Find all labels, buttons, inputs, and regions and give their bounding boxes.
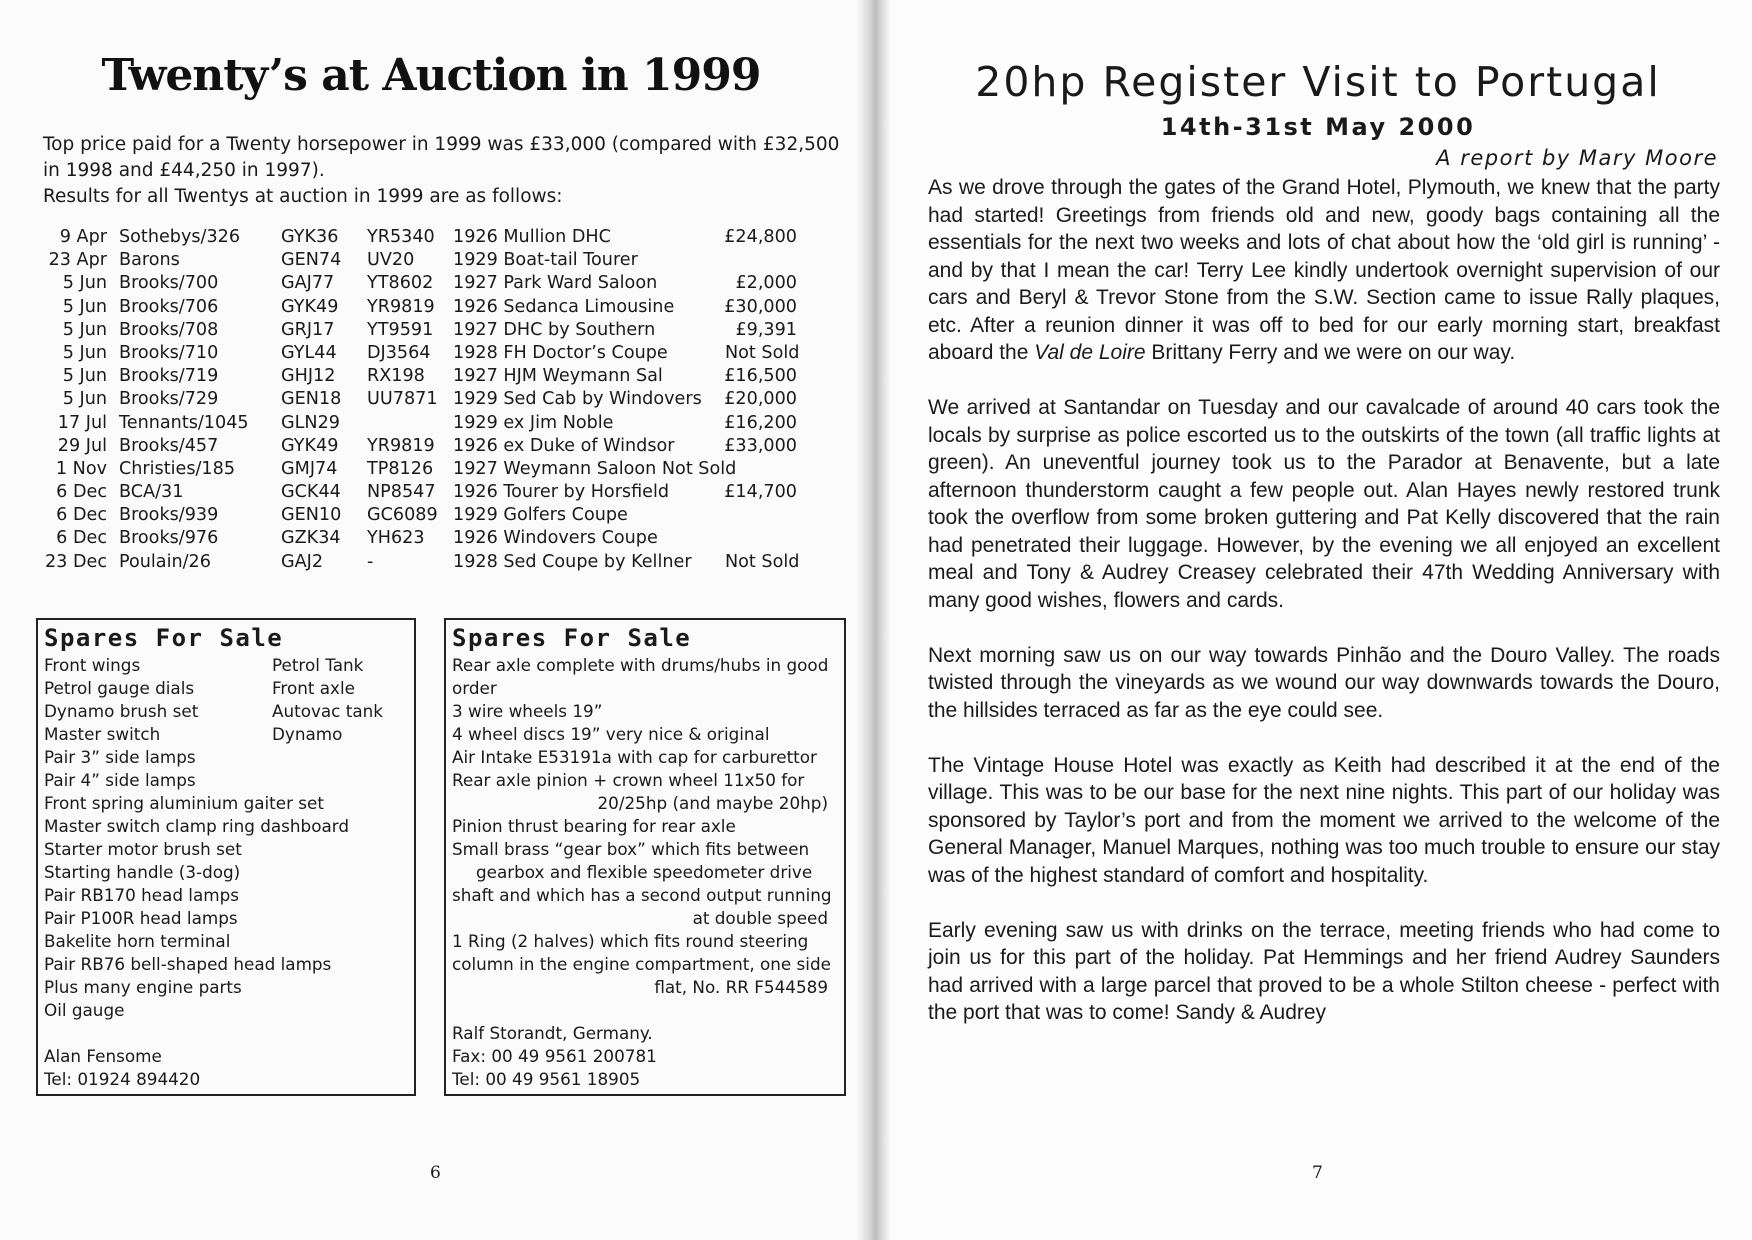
auction-date: 29 Jul — [57, 435, 107, 456]
chassis-number: YH623 — [367, 528, 425, 549]
auction-title: Twenty’s at Auction in 1999 — [101, 50, 761, 101]
car-description: 1927 Weymann Saloon Not Sold — [453, 458, 737, 479]
auction-house-lot: Brooks/457 — [119, 435, 219, 456]
auction-intro — [43, 132, 843, 210]
paragraph-text: As we drove through the gates of the Grand Hotel, Plymouth, we knew that the party had started! Greetings from friends old and new, goody bags containing all the essentials for the next two weeks and lots of chat about how the ‘old girl is running’ - and by that I mean the car! Terry Lee kindly undertook overnight supervision of our cars and Beryl & Trevor Stone from the S.W. Section came to issue Rally plaques, etc. After a reunion dinner it was off to bed for our early morning start, breakfast aboard the — [928, 176, 1720, 364]
registration: GZK34 — [281, 528, 341, 549]
spares-item: Starting handle (3-dog) — [44, 862, 241, 882]
spares-item: shaft and which has a second output running — [452, 885, 832, 905]
article-byline: A report by Mary Moore — [1436, 146, 1718, 170]
chassis-number: UV20 — [367, 250, 415, 271]
contact-fax: Fax: 00 49 9561 200781 — [452, 1046, 657, 1066]
spares-box-storandt — [444, 618, 846, 1096]
spares-item: Pair 4” side lamps — [44, 770, 196, 790]
spares-item: Small brass “gear box” which fits between — [452, 839, 810, 859]
auction-row — [43, 458, 843, 481]
car-description: 1926 Windovers Coupe — [453, 528, 658, 549]
car-description: 1926 ex Duke of Windsor — [453, 435, 675, 456]
spares-item: Bakelite horn terminal — [44, 931, 231, 951]
auction-results-table — [43, 226, 843, 574]
spares-item: Rear axle complete with drums/hubs in good — [452, 655, 829, 675]
spares-item: Pinion thrust bearing for rear axle — [452, 816, 736, 836]
spares-item: 4 wheel discs 19” very nice & original — [452, 724, 770, 744]
car-description: 1929 Golfers Coupe — [453, 505, 628, 526]
spares-item: Oil gauge — [44, 1000, 125, 1020]
chassis-number: - — [367, 551, 374, 572]
spares-item: Autovac tank — [272, 701, 383, 721]
sale-price: £2,000 — [735, 273, 797, 294]
intro-line-2: Results for all Twentys at auction in 1999 are as follows: — [43, 186, 563, 207]
auction-house-lot: Christies/185 — [119, 458, 236, 479]
spares-item-list — [44, 746, 408, 1022]
article-title: 20hp Register Visit to Portugal — [975, 58, 1661, 106]
spares-item: Plus many engine parts — [44, 977, 242, 997]
registration: GLN29 — [281, 412, 340, 433]
registration: GEN10 — [281, 505, 342, 526]
chassis-number: TP8126 — [367, 458, 434, 479]
spares-item: Master switch clamp ring dashboard — [44, 816, 350, 836]
auction-row — [43, 296, 843, 319]
intro-line-1: Top price paid for a Twenty horsepower in 1999 was £33,000 (compared with £32,500 in 1998 and £44,250 in 1997). — [43, 134, 840, 181]
article-paragraph — [928, 174, 1720, 367]
car-description: 1929 Boat-tail Tourer — [453, 250, 638, 271]
car-description: 1929 Sed Cab by Windovers — [453, 389, 702, 410]
auction-house-lot: Barons — [119, 250, 180, 271]
car-description: 1928 FH Doctor’s Coupe — [453, 342, 668, 363]
spares-item: 1 Ring (2 halves) which fits round steering — [452, 931, 809, 951]
car-description: 1929 ex Jim Noble — [453, 412, 614, 433]
registration: GRJ17 — [281, 319, 335, 340]
auction-house-lot: Brooks/976 — [119, 528, 219, 549]
auction-house-lot: Brooks/708 — [119, 319, 219, 340]
auction-date: 23 Apr — [48, 250, 107, 271]
spares-item: Master switch — [44, 724, 161, 744]
registration: GEN74 — [281, 250, 342, 271]
spares-item: column in the engine compartment, one side — [452, 954, 831, 974]
auction-house-lot: Sothebys/326 — [119, 227, 241, 247]
registration: GEN18 — [281, 389, 342, 410]
registration: GCK44 — [281, 482, 341, 503]
spares-item: Petrol Tank — [272, 655, 364, 675]
chassis-number: GC6089 — [367, 505, 438, 526]
auction-house-lot: Brooks/710 — [119, 342, 219, 363]
auction-house-lot: BCA/31 — [119, 482, 184, 503]
chassis-number: YR9819 — [367, 296, 435, 317]
registration: GAJ2 — [281, 551, 324, 572]
auction-row — [43, 435, 843, 458]
auction-row — [43, 342, 843, 365]
spares-box-title: Spares For Sale — [44, 624, 284, 652]
spares-item: Pair RB76 bell-shaped head lamps — [44, 954, 332, 974]
spares-item: Dynamo brush set — [44, 701, 199, 721]
contact-name: Alan Fensome — [44, 1046, 162, 1066]
article-paragraph: The Vintage House Hotel was exactly as Keith had described it at the end of the village. This was to be our base for the next nine nights. This part of our holiday was sponsored by Taylor’s port and from the moment we arrived to the welcome of the General Manager, Manuel Marques, nothing was too much trouble to ensure our stay was of the highest standard of comfort and hospitality. — [928, 753, 1720, 887]
sale-price: £9,391 — [735, 319, 797, 340]
auction-date: 9 Apr — [59, 227, 107, 247]
registration: GAJ77 — [281, 273, 335, 294]
article-paragraph: Next morning saw us on our way towards Pinhão and the Douro Valley. The roads twisted through the vineyards as we wound our way downwards towards the Douro, the hillsides terraced as far as the eye could see. — [928, 643, 1720, 722]
auction-date: 23 Dec — [44, 551, 107, 572]
spares-box-fensome — [36, 618, 416, 1096]
sale-price: Not Sold — [725, 551, 800, 572]
registration: GHJ12 — [281, 366, 336, 387]
chassis-number: YR9819 — [367, 435, 435, 456]
auction-date: 5 Jun — [62, 319, 107, 340]
chassis-number: RX198 — [367, 366, 425, 387]
sale-price: £20,000 — [724, 389, 797, 410]
registration: GYK36 — [281, 227, 339, 247]
car-description: 1927 DHC by Southern — [453, 319, 656, 340]
auction-row — [43, 249, 843, 272]
book-spine — [858, 0, 890, 1240]
auction-row — [43, 551, 843, 574]
registration: GYL44 — [281, 342, 337, 363]
auction-row — [43, 481, 843, 504]
auction-house-lot: Poulain/26 — [119, 551, 211, 572]
spares-paired-list — [44, 654, 408, 746]
page-number-right: 7 — [1312, 1163, 1323, 1183]
contact-tel: Tel: 01924 894420 — [44, 1069, 201, 1089]
spares-item: Pair P100R head lamps — [44, 908, 238, 928]
chassis-number: YT8602 — [367, 273, 434, 294]
article-paragraph: We arrived at Santandar on Tuesday and our cavalcade of around 40 cars took the locals by surprise as police escorted us to the outskirts of the town (all traffic lights at green). An uneventful journey took us to the Parador at Benavente, but a late afternoon thunderstorm caught a few people out. Alan Hayes newly restored trunk took the overflow from some broken guttering and Pat Kelly discovered that the rain had penetrated their luggage. However, by the evening we all enjoyed an excellent meal and Tony & Audrey Creasey celebrated their 47th Wedding Anniversary with many good wishes, flowers and cards. — [928, 396, 1720, 612]
auction-house-lot: Brooks/939 — [119, 505, 219, 526]
auction-row — [43, 412, 843, 435]
car-description: 1927 HJM Weymann Sal — [453, 366, 663, 387]
auction-row — [43, 272, 843, 295]
auction-row — [43, 226, 843, 249]
auction-date: 5 Jun — [62, 342, 107, 363]
spares-item: 3 wire wheels 19” — [452, 701, 603, 721]
sale-price: Not Sold — [725, 342, 800, 363]
car-description: 1927 Park Ward Saloon — [453, 273, 658, 294]
chassis-number: YT9591 — [367, 319, 434, 340]
spares-item: Front wings — [44, 655, 141, 675]
sale-price: £16,500 — [724, 366, 797, 387]
sale-price: £30,000 — [724, 296, 797, 317]
spares-item: Pair 3” side lamps — [44, 747, 196, 767]
sale-price: £14,700 — [724, 482, 797, 503]
spares-item: Dynamo — [272, 724, 343, 744]
registration: GYK49 — [281, 296, 339, 317]
auction-date: 6 Dec — [56, 505, 107, 526]
car-description: 1926 Mullion DHC — [453, 227, 611, 247]
auction-row — [43, 527, 843, 550]
page-number-left: 6 — [430, 1163, 441, 1183]
contact-tel: Tel: 00 49 9561 18905 — [452, 1069, 641, 1089]
sale-price: £24,800 — [724, 227, 797, 247]
registration: GYK49 — [281, 435, 339, 456]
sale-price: £33,000 — [724, 435, 797, 456]
car-description: 1926 Sedanca Limousine — [453, 296, 675, 317]
spares-item: Starter motor brush set — [44, 839, 242, 859]
spares-item: Petrol gauge dials — [44, 678, 195, 698]
spares-item: Pair RB170 head lamps — [44, 885, 239, 905]
spares-box-title: Spares For Sale — [452, 624, 692, 652]
sale-price: £16,200 — [724, 412, 797, 433]
auction-date: 1 Nov — [55, 458, 107, 479]
auction-house-lot: Brooks/706 — [119, 296, 219, 317]
auction-house-lot: Brooks/719 — [119, 366, 219, 387]
article-body — [928, 174, 1720, 1054]
auction-house-lot: Brooks/700 — [119, 273, 219, 294]
auction-date: 6 Dec — [56, 482, 107, 503]
spares-item: Front spring aluminium gaiter set — [44, 793, 324, 813]
car-description: 1926 Tourer by Horsfield — [453, 482, 670, 503]
chassis-number: YR5340 — [367, 227, 435, 247]
spares-item: order — [452, 678, 497, 698]
chassis-number: DJ3564 — [367, 342, 431, 363]
contact-name: Ralf Storandt, Germany. — [452, 1023, 653, 1043]
spares-item: Air Intake E53191a with cap for carburettor — [452, 747, 817, 767]
auction-date: 5 Jun — [62, 296, 107, 317]
spares-item: 20/25hp (and maybe 20hp) — [597, 793, 828, 813]
auction-house-lot: Tennants/1045 — [119, 412, 249, 433]
article-date: 14th-31st May 2000 — [1160, 113, 1476, 141]
spares-item: gearbox and flexible speedometer drive — [476, 862, 813, 882]
auction-date: 5 Jun — [62, 273, 107, 294]
auction-row — [43, 365, 843, 388]
auction-date: 5 Jun — [62, 366, 107, 387]
spares-item: flat, No. RR F544589 — [654, 977, 828, 997]
auction-row — [43, 388, 843, 411]
auction-row — [43, 504, 843, 527]
chassis-number: NP8547 — [367, 482, 436, 503]
auction-house-lot: Brooks/729 — [119, 389, 219, 410]
article-paragraph: Early evening saw us with drinks on the terrace, meeting friends who had come to join us for this part of the holiday. Pat Hemmings and her friend Audrey Saunders had arrived with a large parcel that proved to be a whole Stilton cheese - perfect with the port that was to come! Sandy & Audrey — [928, 918, 1720, 1024]
auction-date: 17 Jul — [57, 412, 107, 433]
auction-date: 5 Jun — [62, 389, 107, 410]
auction-row — [43, 319, 843, 342]
auction-date: 6 Dec — [56, 528, 107, 549]
spares-item: Front axle — [272, 678, 355, 698]
paragraph-text: Brittany Ferry and we were on our way. — [1145, 341, 1516, 364]
spares-item: at double speed — [692, 908, 828, 928]
car-description: 1928 Sed Coupe by Kellner — [453, 551, 692, 572]
chassis-number: UU7871 — [367, 389, 438, 410]
registration: GMJ74 — [281, 458, 338, 479]
ship-name: Val de Loire — [1034, 341, 1146, 364]
spares-item: Rear axle pinion + crown wheel 11x50 for — [452, 770, 805, 790]
